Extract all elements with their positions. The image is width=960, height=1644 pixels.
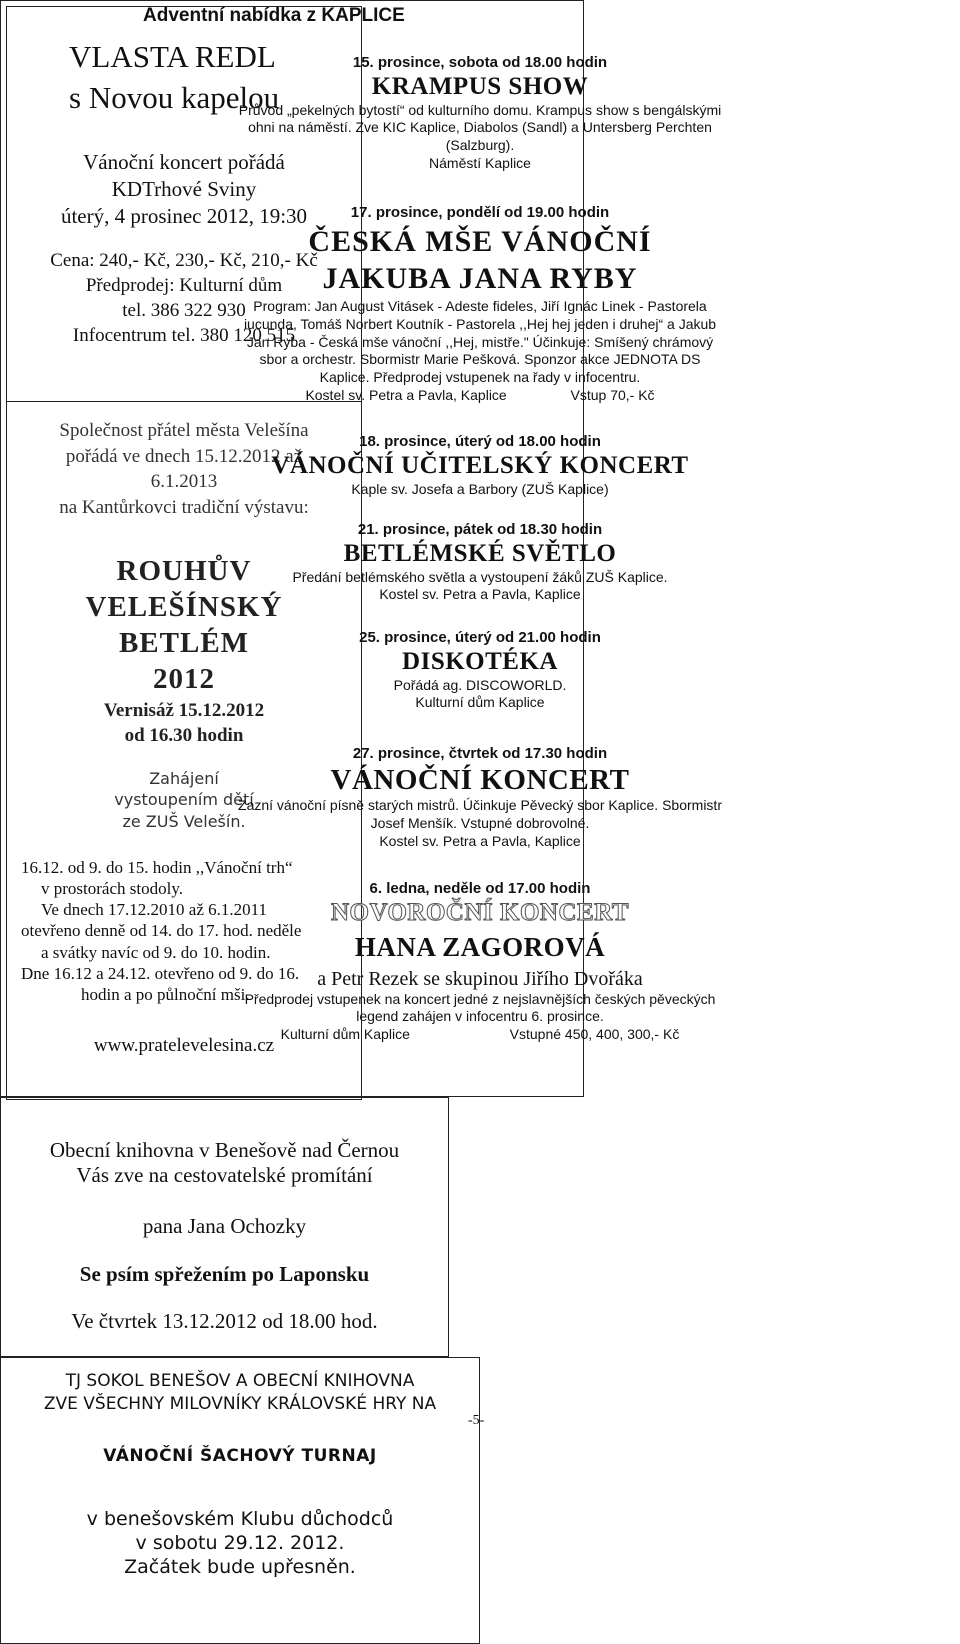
novorocni-place: Kulturní dům Kaplice (280, 1026, 410, 1043)
mse-desc-3: Jan Ryba - Česká mše vánoční ,,Hej, mistře." Účinkuje: Smíšený chrámový (246, 333, 714, 350)
mse-date: 17. prosince, pondělí od 19.00 hodin (350, 204, 610, 221)
betlem-title-1: ROUHŮV (116, 554, 252, 587)
betlem-opening-3: ze ZUŠ Velešín. (122, 811, 246, 831)
vlasta-concert-2: KDTrhové Sviny (111, 176, 257, 201)
disko-desc-1: Pořádá ag. DISCOWORLD. (393, 676, 567, 693)
krampus-title: KRAMPUS SHOW (371, 72, 589, 100)
betlem-title-4: 2012 (153, 663, 215, 696)
knihovna-line-5: Ve čtvrtek 13.12.2012 od 18.00 hod. (71, 1308, 378, 1333)
koncert-desc-2: Josef Menšík. Vstupné dobrovolné. (370, 815, 590, 831)
vlasta-concert-3: úterý, 4 prosinec 2012, 19:30 (60, 203, 308, 228)
koncert-title: VÁNOČNÍ KONCERT (330, 763, 630, 796)
sokol-body-2: v sobotu 29.12. 2012. (135, 1532, 345, 1555)
novorocni-desc-1: Předprodej vstupenek na koncert jedné z nejslavnějších českých pěveckých (244, 990, 716, 1007)
advent-header: Adventní nabídka z KAPLICE (143, 5, 405, 26)
page-number: -5- (468, 1413, 485, 1428)
mse-desc-1: Program: Jan August Vitásek - Adeste fideles, Jiří Ignác Linek - Pastorela (253, 297, 707, 314)
novorocni-date: 6. ledna, neděle od 17.00 hodin (369, 880, 591, 897)
trh-line-1: 16.12. od 9. do 15. hodin ,,Vánoční trh“ (21, 857, 293, 877)
event-vanocni-koncert (0, 745, 960, 851)
sokol-body-1: v benešovském Klubu důchodců (86, 1508, 394, 1531)
trh-line-6: Dne 16.12 a 24.12. otevřeno od 9. do 16. (21, 963, 300, 983)
vlasta-title-2: s Novou kapelou (69, 79, 280, 115)
betlem-opening-1: Zahájení (149, 768, 219, 788)
novorocni-title-2: HANA ZAGOROVÁ (354, 931, 606, 962)
svetlo-desc-1: Předání betlémského světla a vystoupení žáků ZUŠ Kaplice. (292, 568, 668, 585)
knihovna-line-2: Vás zve na cestovatelské promítání (76, 1163, 373, 1188)
mse-title-2: JAKUBA JANA RYBY (322, 262, 638, 296)
ucitelsky-date: 18. prosince, úterý od 18.00 hodin (359, 433, 601, 450)
mse-desc-4: sbor a orchestr. Sbormistr Marie Pešková. Sponzor akce JEDNOTA DS (259, 351, 701, 368)
event-diskoteka (0, 629, 960, 712)
novorocni-title-3: a Petr Rezek se skupinou Jiřího Dvořáka (317, 967, 643, 990)
krampus-desc-2: ohni na náměstí. Zve KIC Kaplice, Diabolos (Sandl) a Untersberg Perchten (248, 119, 712, 136)
betlem-intro-2: pořádá ve dnech 15.12.2012 až (65, 445, 303, 467)
krampus-desc-1: Průvod „pekelných bytostí“ od kulturního domu. Krampus show s bengálskými (238, 101, 722, 118)
vlasta-title-1: VLASTA REDL (69, 39, 276, 74)
knihovna-box (0, 1097, 449, 1357)
mse-desc-5: Kaplice. Předprodej vstupenek na řady v infocentru. (319, 369, 641, 386)
vlasta-infocentrum: Infocentrum tel. 380 120 515 (72, 324, 296, 346)
betlem-vernisage-1: Vernisáž 15.12.2012 (103, 699, 265, 721)
vlasta-phone: tel. 386 322 930 (122, 299, 246, 321)
novorocni-desc-3 (0, 1026, 960, 1044)
ucitelsky-desc-1: Kaple sv. Josefa a Barbory (ZUŠ Kaplice) (351, 480, 609, 497)
betlem-website-link[interactable]: www.pratelevelesina.cz (93, 1035, 275, 1057)
sokol-title: VÁNOČNÍ ŠACHOVÝ TURNAJ (103, 1445, 377, 1466)
event-krampus (0, 54, 960, 173)
event-betlemske-svetlo (0, 521, 960, 604)
betlem-intro-3: 6.1.2013 (150, 471, 218, 493)
disko-desc-2: Kulturní dům Kaplice (415, 694, 545, 711)
betlem-title-2: VELEŠÍNSKÝ (85, 590, 283, 623)
event-ucitelsky-koncert (0, 433, 960, 498)
krampus-desc-3: (Salzburg). (445, 137, 515, 154)
novorocni-desc-2: legend zahájen v infocentru 6. prosince. (356, 1008, 604, 1025)
trh-line-5: a svátky navíc od 9. do 10. hodin. (41, 942, 271, 962)
vlasta-price: Cena: 240,- Kč, 230,- Kč, 210,- Kč (50, 250, 318, 272)
mse-desc-2: iucunda, Tomáš Norbert Koutník - Pastorela ,,Hej hej jeden i druhej“ a Jakub (243, 315, 717, 332)
koncert-date: 27. prosince, čtvrtek od 17.30 hodin (352, 745, 608, 762)
betlem-title-3: BETLÉM (118, 627, 250, 660)
vlasta-presale: Předprodej: Kulturní dům (85, 275, 283, 297)
krampus-date: 15. prosince, sobota od 18.00 hodin (352, 54, 608, 71)
ucitelsky-title: VÁNOČNÍ UČITELSKÝ KONCERT (271, 451, 689, 479)
mse-title-1: ČESKÁ MŠE VÁNOČNÍ (308, 224, 652, 258)
betlem-vernisage-2: od 16.30 hodin (124, 724, 244, 746)
event-novorocni-koncert (0, 880, 960, 1044)
trh-line-2: v prostorách stodoly. (41, 878, 183, 898)
sokol-box (0, 1357, 480, 1644)
trh-line-3: Ve dnech 17.12.2010 až 6.1.2011 (41, 900, 267, 919)
disko-date: 25. prosince, úterý od 21.00 hodin (359, 629, 601, 646)
knihovna-line-3: pana Jana Ochozky (142, 1214, 307, 1239)
svetlo-desc-2: Kostel sv. Petra a Pavla, Kaplice (379, 586, 581, 603)
betlem-intro-1: Společnost přátel města Velešína (59, 420, 309, 441)
sokol-head-1: TJ SOKOL BENEŠOV A OBECNÍ KNIHOVNA (65, 1371, 415, 1391)
novorocni-entry: Vstupné 450, 400, 300,- Kč (509, 1026, 680, 1043)
koncert-desc-1: Zazní vánoční písně starých mistrů. Účinkuje Pěvecký sbor Kaplice. Sbormistr (238, 797, 722, 814)
knihovna-line-1: Obecní knihovna v Benešově nad Černou (49, 1138, 400, 1162)
trh-line-4: otevřeno denně od 14. do 17. hod. neděle (21, 921, 302, 941)
sokol-head-2: ZVE VŠECHNY MILOVNÍKY KRÁLOVSKÉ HRY NA (43, 1393, 437, 1414)
betlem-intro-4: na Kantůrkovci tradiční výstavu: (59, 496, 309, 518)
event-ceska-mse (0, 204, 960, 405)
sokol-body-3: Začátek bude upřesněn. (124, 1555, 356, 1578)
mse-entry: Vstup 70,- Kč (570, 387, 655, 404)
betlem-opening-2: vystoupením dětí (114, 790, 254, 810)
mse-desc-6 (0, 387, 960, 405)
koncert-desc-3: Kostel sv. Petra a Pavla, Kaplice (379, 832, 581, 849)
disko-title: DISKOTÉKA (402, 647, 558, 675)
mse-place: Kostel sv. Petra a Pavla, Kaplice (305, 387, 507, 404)
novorocni-title-1: NOVOROČNÍ KONCERT (330, 898, 630, 926)
svetlo-title: BETLÉMSKÉ SVĚTLO (343, 539, 617, 567)
vlasta-concert-1: Vánoční koncert pořádá (83, 149, 285, 174)
krampus-desc-4: Náměstí Kaplice (429, 155, 531, 172)
trh-line-7: hodin a po půlnoční mši. (81, 985, 250, 1004)
knihovna-line-4: Se psím spřežením po Laponsku (79, 1261, 370, 1286)
svetlo-date: 21. prosince, pátek od 18.30 hodin (357, 521, 603, 538)
